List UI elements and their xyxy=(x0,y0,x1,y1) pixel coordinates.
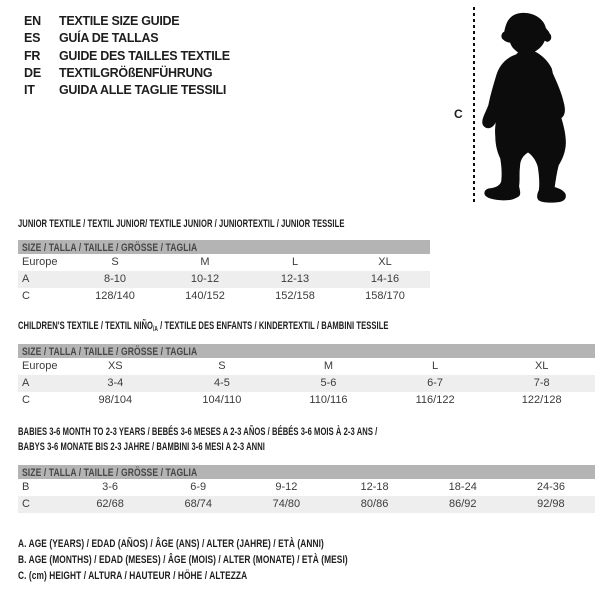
lang-label: GUIDE DES TAILLES TEXTILE xyxy=(59,48,230,63)
row-label: A xyxy=(22,377,30,389)
size-cell: L xyxy=(432,360,439,372)
size-cell: 152/158 xyxy=(275,290,315,302)
size-cell: XL xyxy=(534,360,549,372)
lang-label: TEXTILGRÖßENFÜHRUNG xyxy=(59,65,213,80)
size-cell: 92/98 xyxy=(537,498,565,510)
size-cell: 10-12 xyxy=(190,273,220,285)
size-header-text: SIZE / TALLA / TAILLE / GRÖSSE / TAGLIA xyxy=(22,467,198,479)
footnote-age-years: A. AGE (YEARS) / EDAD (AÑOS) / ÂGE (ANS) / ALTER (JAHRE) / ETÀ (ANNI) xyxy=(18,538,324,550)
children-size-table xyxy=(18,344,595,409)
size-cell: 104/110 xyxy=(202,394,242,406)
size-cell: 6-7 xyxy=(427,377,444,389)
row-label: B xyxy=(22,481,30,493)
lang-code: EN xyxy=(24,14,41,28)
row-label: C xyxy=(22,394,30,406)
table-row-age xyxy=(18,375,595,392)
size-cell: XL xyxy=(378,256,392,268)
size-cell: 14-16 xyxy=(370,273,400,285)
children-title-post: / TEXTILE DES ENFANTS / KINDERTEXTIL / BAMBINI TESSILE xyxy=(157,320,389,332)
table-row-height xyxy=(18,496,595,513)
size-cell: 6-9 xyxy=(190,481,207,493)
size-cell: M xyxy=(323,360,334,372)
table-row-age xyxy=(18,271,430,288)
size-cell: 128/140 xyxy=(95,290,135,302)
size-cell: 12-18 xyxy=(360,481,389,493)
table-row-height xyxy=(18,288,430,305)
size-cell: 98/104 xyxy=(98,394,133,406)
lang-label: GUÍA DE TALLAS xyxy=(59,31,159,46)
row-label: Europe xyxy=(22,256,58,268)
height-measure-dashed-line xyxy=(473,7,475,205)
table-row-europe xyxy=(18,254,430,271)
size-cell: 74/80 xyxy=(272,498,301,510)
children-title-pre: CHILDREN'S TEXTILE / TEXTIL NIÑO xyxy=(18,320,154,332)
table-row-height xyxy=(18,392,595,409)
size-cell: 80/86 xyxy=(360,498,389,510)
footnotes xyxy=(18,537,452,584)
size-cell: 116/122 xyxy=(415,394,455,406)
size-cell: L xyxy=(291,256,299,268)
babies-title-line2: BABYS 3-6 MONATE BIS 2-3 JAHRE / BAMBINI 3-6 MESI A 2-3 ANNI xyxy=(18,441,265,453)
size-header-bar xyxy=(18,344,595,358)
row-label: C xyxy=(22,498,30,510)
babies-size-table xyxy=(18,465,595,513)
footnote-height: C. (cm) HEIGHT / ALTURA / HAUTEUR / HÖHE / ALTEZZA xyxy=(18,569,248,582)
children-table-title xyxy=(18,319,389,337)
size-cell: 24-36 xyxy=(536,481,565,493)
size-cell: 68/74 xyxy=(184,498,212,510)
row-label: Europe xyxy=(22,360,58,372)
height-measure-label: C xyxy=(454,107,463,121)
size-header-bar xyxy=(18,240,430,254)
junior-table-title: JUNIOR TEXTILE / TEXTIL JUNIOR/ TEXTILE JUNIOR / JUNIORTEXTIL / JUNIOR TESSILE xyxy=(18,218,345,230)
size-cell: 3-6 xyxy=(102,481,119,493)
size-cell: 140/152 xyxy=(185,290,225,302)
size-cell: 5-6 xyxy=(320,377,337,389)
size-cell: 110/116 xyxy=(309,394,348,406)
babies-table-title xyxy=(18,425,377,455)
lang-code: DE xyxy=(24,65,41,80)
row-label: C xyxy=(22,290,30,302)
size-header-text: SIZE / TALLA / TAILLE / GRÖSSE / TAGLIA xyxy=(22,242,198,254)
size-cell: 158/170 xyxy=(365,290,405,302)
lang-code: IT xyxy=(24,83,35,98)
size-cell: S xyxy=(218,360,226,372)
size-cell: 4-5 xyxy=(213,377,230,389)
size-cell: 7-8 xyxy=(533,377,550,389)
size-cell: XS xyxy=(107,360,123,372)
lang-code: FR xyxy=(24,48,41,63)
size-cell: 12-13 xyxy=(280,273,310,285)
size-cell: 62/68 xyxy=(96,498,124,510)
lang-label: GUIDA ALLE TAGLIE TESSILI xyxy=(59,83,227,98)
table-row-europe xyxy=(18,358,595,375)
size-cell: 3-4 xyxy=(107,377,124,389)
footnote-age-months: B. AGE (MONTHS) / EDAD (MESES) / ÂGE (MOIS) / ALTER (MONATE) / ETÀ (MESI) xyxy=(18,553,348,566)
size-cell: 18-24 xyxy=(448,481,477,493)
children-title-sub: /A xyxy=(153,326,158,333)
lang-label: TEXTILE SIZE GUIDE xyxy=(59,14,180,28)
size-cell: M xyxy=(200,256,210,268)
table-row-months xyxy=(18,479,595,496)
size-cell: 86/92 xyxy=(448,498,477,510)
row-label: A xyxy=(22,273,30,285)
lang-code: ES xyxy=(24,31,41,46)
size-cell: S xyxy=(111,256,119,268)
junior-size-table xyxy=(18,240,430,305)
size-cell: 122/128 xyxy=(521,394,562,406)
babies-title-line1: BABIES 3-6 MONTH TO 2-3 YEARS / BEBÉS 3-6 MESES A 2-3 AÑOS / BÉBÉS 3-6 MOIS À 2-3 ANS / xyxy=(18,426,378,438)
size-header-text: SIZE / TALLA / TAILLE / GRÖSSE / TAGLIA xyxy=(22,346,198,358)
toddler-silhouette-figure xyxy=(478,6,572,204)
size-header-bar xyxy=(18,465,595,479)
height-figure xyxy=(0,0,600,210)
size-cell: 8-10 xyxy=(103,273,127,285)
size-cell: 9-12 xyxy=(275,481,298,493)
